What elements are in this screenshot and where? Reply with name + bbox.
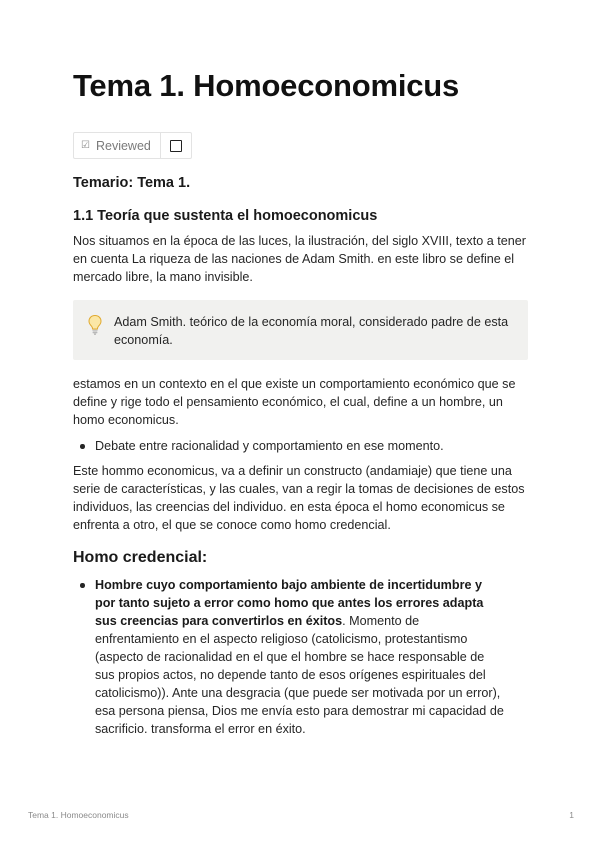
page-title: Tema 1. Homoeconomicus xyxy=(73,68,460,103)
heading-homo-credencial: Homo credencial: xyxy=(73,549,208,566)
property-value[interactable] xyxy=(161,133,191,158)
paragraph-hommo: Este hommo economicus, va a definir un constructo (andamiaje) que tiene una serie de características, y las cuales, van a regir la tomas de decisiones de estos individuos, las creencias del individuo. en esta época el homo economicus se enfrenta a otro, el que se conoce como homo credencial. xyxy=(73,464,525,532)
list-item xyxy=(73,576,505,738)
footer-doc-title: Tema 1. Homoeconomicus xyxy=(28,810,129,820)
heading-temario: Temario: Tema 1. xyxy=(73,175,191,191)
callout-text: Adam Smith. teórico de la economía moral, considerado padre de esta economía. xyxy=(114,315,509,347)
bullet-list-credencial xyxy=(73,576,528,738)
list-item-text: . Momento de enfrentamiento en el aspecto religioso (catolicismo, protestantismo (aspecto de racionalidad en el que el hombre se hace responsable de sus propios actos, no depende tanto de esos orígenes espirituales del catolicismo)). Ante una desgracia (que puede ser motivada por un error), esa persona piensa, Dios me envía esto para demostrar mi capacidad de sacrificio. transforma el error en éxito. xyxy=(95,614,504,736)
list-item: Debate entre racionalidad y comportamiento en ese momento. xyxy=(73,437,528,455)
callout-block xyxy=(73,300,528,360)
paragraph-contexto: estamos en un contexto en el que existe un comportamiento económico que se define y rige todo el pensamiento económico, el cual, define a un hombre, un homo economicus. xyxy=(73,377,516,427)
heading-teoria: 1.1 Teoría que sustenta el homoeconomicus xyxy=(73,208,378,224)
bold-text: Hombre cuyo comportamiento bajo ambiente de incertidumbre y por tanto sujeto a error como homo que antes los errores adapta sus creencias para convertirlos en éxitos xyxy=(95,578,484,628)
reviewed-checkbox[interactable] xyxy=(170,140,182,152)
paragraph-intro: Nos situamos en la época de las luces, la ilustración, del siglo XVIII, texto a tener en cuenta La riqueza de las naciones de Adam Smith. en este libro se define el mercado libre, la mano invisible. xyxy=(73,234,526,284)
property-row xyxy=(73,132,192,159)
bullet-list-debate xyxy=(73,437,528,455)
checkbox-property-icon: ☑ xyxy=(81,140,90,151)
lightbulb-icon xyxy=(87,314,103,336)
property-label xyxy=(74,133,161,158)
property-name: Reviewed xyxy=(95,138,151,153)
footer-page-number: 1 xyxy=(569,810,574,820)
